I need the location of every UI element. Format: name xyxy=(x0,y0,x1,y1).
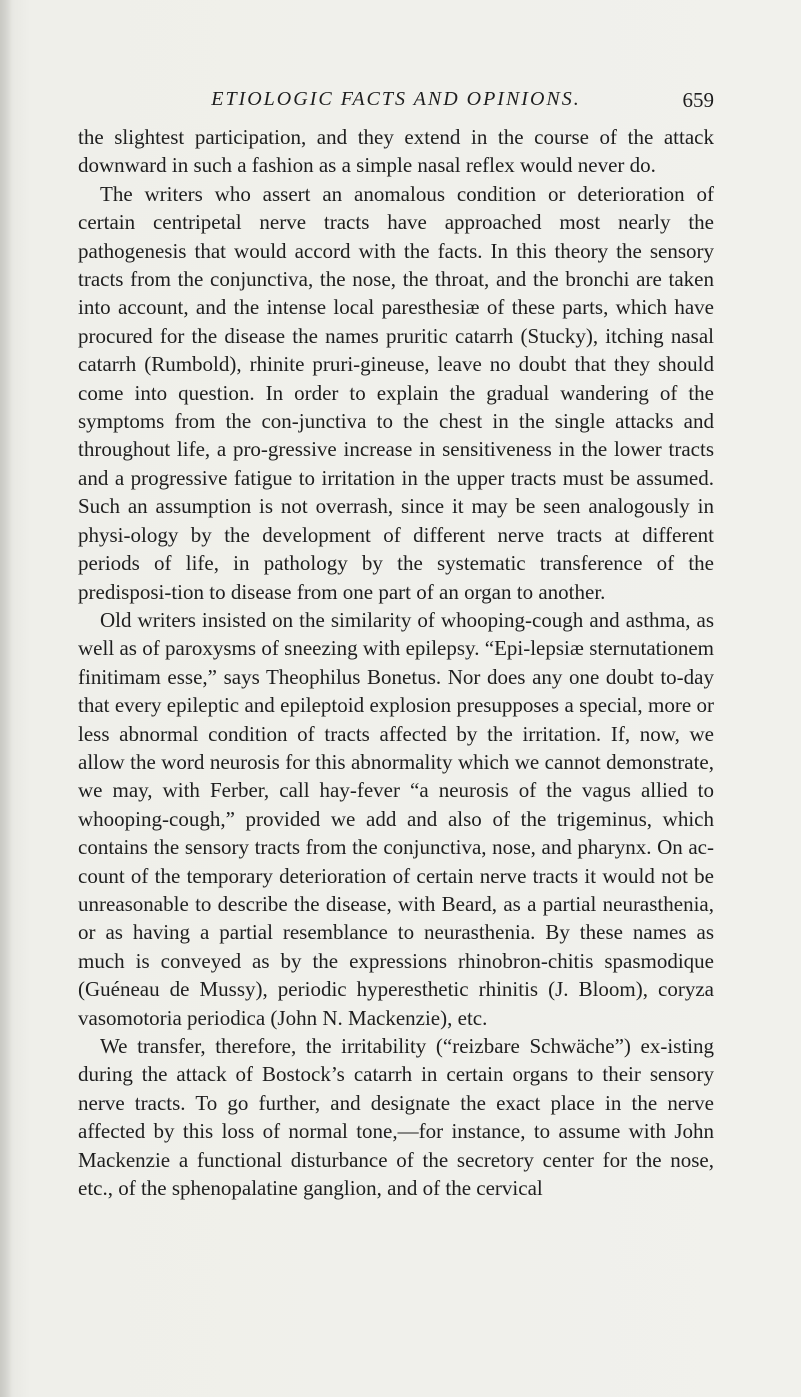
paragraph: Old writers insisted on the similarity of whooping-cough and asthma, as well as of paroxysms of sneezing with epilepsy. “Epi-lepsiæ sternutationem finitimam esse,” says Theophilus Bonetus. Nor does any one doubt to-day that every epileptic and epileptoid explosion presupposes a special, more or less abnormal condition of tracts affected by the irritation. If, now, we allow the word neurosis for this abnormality which we cannot demonstrate, we may, with Ferber, call hay-fever “a neurosis of the vagus allied to whooping-cough,” provided we add and also of the trigeminus, which contains the sensory tracts from the conjunctiva, nose, and pharynx. On ac-count of the temporary deterioration of certain nerve tracts it would not be unreasonable to describe the disease, with Beard, as a partial neurasthenia, or as having a partial resemblance to neurasthenia. By these names as much is conveyed as by the expressions rhinobron-chitis spasmodique (Guéneau de Mussy), periodic hyperesthetic rhinitis (J. Bloom), coryza vasomotoria periodica (John N. Mackenzie), etc. xyxy=(78,607,714,1030)
paragraph-continuation: the slightest participation, and they extend in the course of the attack downward in such a fashion as a simple nasal reflex would never do. xyxy=(78,125,714,178)
page-number: 659 xyxy=(682,88,714,112)
page-header xyxy=(78,88,714,118)
running-title: ETIOLOGIC FACTS AND OPINIONS. xyxy=(211,88,581,110)
paragraph: The writers who assert an anomalous condition or deterioration of certain centripetal nerve tracts have approached most nearly the pathogenesis that would accord with the facts. In this theory the sensory tracts from the conjunctiva, the nose, the throat, and the bronchi are taken into account, and the intense local paresthesiæ of these parts, which have procured for the disease the names pruritic catarrh (Stucky), itching nasal catarrh (Rumbold), rhinite pruri-gineuse, leave no doubt that they should come into question. In order to explain the gradual wandering of the symptoms from the con-junctiva to the chest in the single attacks and throughout life, a pro-gressive increase in sensitiveness in the lower tracts and a progressive fatigue to irritation in the upper tracts must be assumed. Such an assumption is not overrash, since it may be seen analogously in physi-ology by the development of different nerve tracts at different periods of life, in pathology by the systematic transference of the predisposi-tion to disease from one part of an organ to another. xyxy=(78,181,714,604)
body-text xyxy=(78,123,714,1202)
paragraph: We transfer, therefore, the irritability (“reizbare Schwäche”) ex-isting during the attack of Bostock’s catarrh in certain organs to their sensory nerve tracts. To go further, and designate the exact place in the nerve affected by this loss of normal tone,—for instance, to assume with John Mackenzie a functional disturbance of the secretory center for the nose, etc., of the sphenopalatine ganglion, and of the cervical xyxy=(78,1034,714,1201)
binding-shadow xyxy=(0,0,12,1397)
